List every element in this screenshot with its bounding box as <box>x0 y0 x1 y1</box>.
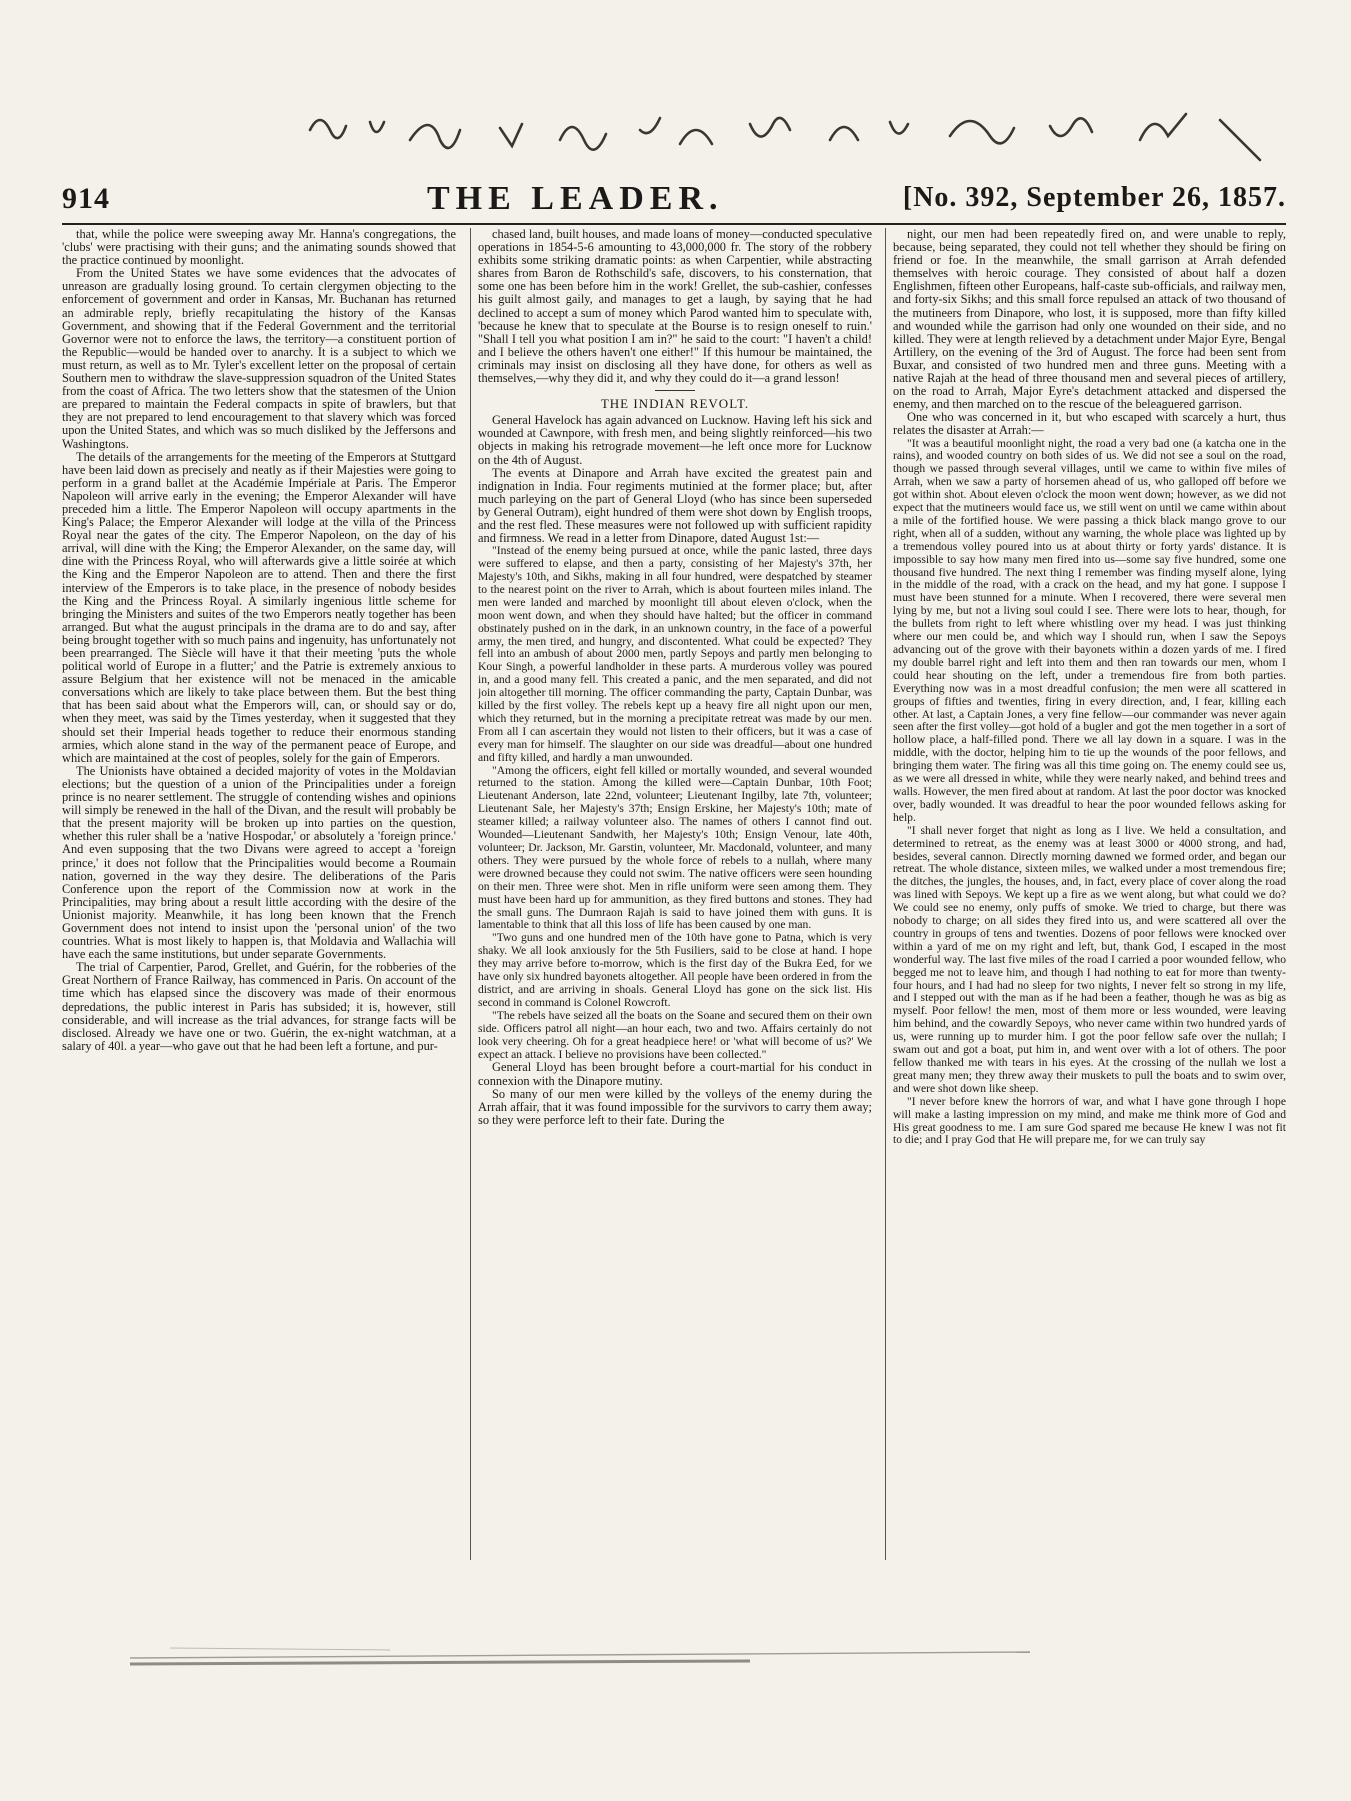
paragraph: One who was concerned in it, but who escaped with scarcely a hurt, thus relates the disaster at Arrah:— <box>893 410 1286 438</box>
column-2 <box>478 228 872 1563</box>
handwritten-annotation <box>290 100 1310 170</box>
section-heading: THE INDIAN REVOLT. <box>600 396 750 412</box>
paragraph: chased land, built houses, and made loans of money—conducted speculative operations in 1854-5-6 amounting to 43,000,000 fr. The story of the robbery exhibits some striking dramatic points: as when Carpentier, while abstracting shares from Baron de Rothschild's safe, discovers, to his consternation, that some one has been before him in the work! Grellet, the sub-cashier, confesses his guilt almost gaily, and manages to get a laugh, by saying that he had declined to accept a sum of money which Parod wanted him to speculate with, 'because he knew that to speculate at the Bourse is to resign oneself to ruin.' "Shall I tell you what position I am in?" he said to the court: "I haven't a child! and I believe the others haven't one either!" If this humour be maintained, the criminals may insist on disclosing all they have done, for others as well as themselves,—why they did it, and why they could do it—a grand lesson! <box>478 228 872 386</box>
paragraph: The Unionists have obtained a decided majority of votes in the Moldavian elections; but the question of a union of the Principalities under a foreign prince is no nearer settlement. The struggle of contending wishes and opinions will simply be renewed in the hall of the Divan, and the result will probably be that the present majority will be broken up into parties on the question, whether this ruler shall be a 'native Hospodar,' or absolutely a 'foreign prince.' And even supposing that the two Divans were agreed to accept a 'foreign prince,' it does not follow that the Principalities would become a Roumain nation, governed in the way they desire. The deliberations of the Paris Conference upon the report of the Commission now at work in the Principalities, may bring about a result little according with the desire of the Unionist majority. Meanwhile, it has long been known that the French Government does not intend to insist upon the 'personal union' of the two countries. What is most likely to happen is, that Moldavia and Wallachia will have each the same institutions, but under separate Governments. <box>62 763 456 962</box>
paper-title: THE LEADER. <box>427 180 724 217</box>
quoted-letter: "Instead of the enemy being pursued at once, while the panic lasted, three days were suffered to elapse, and then a party, consisting of her Majesty's 37th, her Majesty's 10th, and Sikhs, making in all four hundred, were despatched by steamer to the nearest point on the river to Arrah, which is about fourteen miles inland. The men were landed and marched by moonlight till about eleven o'clock, when the moon went down, and when they should have halted; but the officer in command obstinately pushed on in the dark, in an unknown country, in the face of a powerful army, the men tired, and hungry, and discontented. What could be expected? They fell into an ambush of about 2000 men, partly Sepoys and partly men belonging to Kour Singh, a powerful landholder in these parts. A murderous volley was poured in, and a good many fell. This created a panic, and the men separated, and did not join altogether till morning. The officer commanding the party, Captain Dunbar, was killed by the first volley. The rebels kept up a heavy fire all night upon our men, which they returned, but in the morning a precipitate retreat was made by our men. From all I can ascertain they would not listen to their officers, but it was a case of every man for himself. The slaughter on our side was dreadful—about one hundred and fifty killed, and hardly a man unwounded. <box>478 544 872 764</box>
paragraph: The trial of Carpentier, Parod, Grellet, and Guérin, for the robberies of the Great Northern of France Railway, has commenced in Paris. On account of the time which has elapsed since the discovery was made of their enormous depredations, the public interest in Paris has subsided; it is, however, still considerable, and will increase as the trial advances, for strange facts will be disclosed. Already we have one or two. Guérin, the ex-night watchman, at a salary of 40l. a year—who gave out that he had been left a fortune, and pur- <box>62 960 456 1053</box>
quoted-letter: "I never before knew the horrors of war, and what I have gone through I hope will make a lasting impression on my mind, and make me think more of God and His great goodness to me. I am sure God spared me because He knew I was not fit to die; and I pray God that He will prepare me, for we can truly say <box>893 1094 1286 1147</box>
section-divider <box>655 390 695 391</box>
masthead <box>62 178 1286 220</box>
scan-smudge <box>130 1628 1030 1668</box>
paragraph: General Lloyd has been brought before a court-martial for his conduct in connexion with the Dinapore mutiny. <box>478 1060 872 1088</box>
masthead-rule <box>62 223 1286 225</box>
column-3 <box>893 228 1286 1563</box>
column-divider <box>470 228 471 1560</box>
paragraph: night, our men had been repeatedly fired on, and were unable to reply, because, being separated, they could not tell whether they should be firing on friend or foe. In the meanwhile, the small garrison at Arrah defended themselves with heroic courage. They consisted of about half a dozen Englishmen, fifteen other Europeans, half-caste sub-officials, and railway men, and forty-six Sikhs; and this small force repulsed an attack of two thousand of the mutineers from Dinapore, who lost, it is supposed, more than fifty killed and wounded while the garrison had only one wounded on their side, and no killed. They were at length relieved by a detachment under Major Eyre, Bengal Artillery, on the evening of the 3rd of August. The force had been sent from Buxar, and consisted of two hundred men and three guns. Meeting with a native Rajah at the head of three thousand men and several pieces of artillery, on the road to Arrah, Major Eyre's detachment attacked and dispersed the enemy, and then marched on to the rescue of the beleaguered garrison. <box>893 228 1286 412</box>
quoted-letter: "The rebels have seized all the boats on the Soane and secured them on their own side. Officers patrol all night—an hour each, two and two. Affairs certainly do not look very cheering. Oh for a great headpiece here! or 'what will become of us?' We expect an attack. I believe no provisions have been collected." <box>478 1008 872 1061</box>
quoted-letter: "It was a beautiful moonlight night, the road a very bad one (a katcha one in the rains), and wooded country on both sides of us. We did not see a soul on the road, though we passed through several villages, until we came to within five miles of Arrah, when we saw a party of horsemen ahead of us, who galloped off before we got within shot. About eleven o'clock the moon went down; however, as we did not expect that the mutineers would face us, we still went on until we came within about a mile of the fortified house. We were passing a thick black mango grove to our right, when all of a sudden, without any warning, the whole place was lighted up by a tremendous volley poured into us at about thirty or forty yards' distance. It is impossible to say how many men fired into us—some say five hundred, some one thousand five hundred. The next thing I remember was finding myself alone, lying in the middle of the road, with a crack on the head, and my hat gone. I suppose I must have been stunned for a minute. When I recovered, there were several men lying by me, but not a living soul could I see. There were lots to hear, though, for the bullets from right to left where whistling over my head. I was just thinking where our men could be, and which way I should run, when I saw the Sepoys advancing out of the grove with their bayonets within a dozen yards of me. I fired my double barrel right and left into them and then ran towards our men, whom I could hear shouting on the left, under a tremendous fire from both parties. Everything now was in a most dreadful confusion; the men were all scattered in groups of fifties and twenties, firing in every direction, and, I fear, killing each other. At last, a Captain Jones, a very fine fellow—our commander was never again seen after the first volley—got hold of a bugler and got the men together in a sort of hollow place, a half-filled pond. There we all lay down in a square. I was in the middle, with the doctor, helping him to tie up the wounds of the poor fellows, and bringing them water. The firing was all this time going on. The enemy could see us, as we were all dressed in white, while they were nearly naked, and behind trees and walls. However, the men fired about at random. At last the poor doctor was knocked over, badly wounded. It was dreadful to hear the poor wounded fellows asking for help. <box>893 436 1286 824</box>
paragraph: The events at Dinapore and Arrah have excited the greatest pain and indignation in India. Four regiments mutinied at the former place; but, after much parleying on the part of General Lloyd (who has since been superseded by General Outram), eight hundred of them were shot down by English troops, and the rest fled. These measures were not followed up with sufficient rapidity and firmness. We read in a letter from Dinapore, dated August 1st:— <box>478 465 872 546</box>
paragraph: From the United States we have some evidences that the advocates of unreason are gradually losing ground. To certain clergymen objecting to the enforcement of government and order in Kansas, Mr. Buchanan has returned an admirable reply, briefly recapitulating the history of the Kansas Government, and showing that if the Federal Government and the territorial Governor were not to enforce the laws, the territory—a constituent portion of the Republic—would be handed over to anarchy. It is a subject to which we must return, as well as to Mr. Tyler's excellent letter on the proposal of certain Southern men to withdraw the slave-suppression squadron of the United States from the coast of Africa. The two letters show that the statesmen of the Union are prepared to maintain the Federal compacts in spite of brawlers, but that they are not prepared to lend encouragement to that slavery which was forced upon the United States, and which was so much disliked by the Jeffersons and Washingtons. <box>62 266 456 451</box>
issue-info: [No. 392, September 26, 1857. <box>902 182 1286 213</box>
column-1 <box>62 228 456 1563</box>
paragraph: So many of our men were killed by the volleys of the enemy during the Arrah affair, that it was found impossible for the survivors to carry them away; so they were perforce left to their fate. During the <box>478 1086 872 1127</box>
page-number: 914 <box>62 182 110 215</box>
paragraph: General Havelock has again advanced on Lucknow. Having left his sick and wounded at Cawnpore, with fresh men, and being slightly reinforced—his two objects in making his retrograde movement—he left once more for Lucknow on the 4th of August. <box>478 413 872 467</box>
quoted-letter: "Two guns and one hundred men of the 10th have gone to Patna, which is very shaky. We all look anxiously for the 5th Fusiliers, said to be close at hand. I hope they may arrive before to-morrow, which is the first day of the Bukra Eed, for we have only six hundred bayonets altogether. All people have been ordered in from the district, and are arriving in shoals. General Lloyd has gone on the sick list. His second in command is Colonel Rowcroft. <box>478 931 872 1009</box>
paragraph: The details of the arrangements for the meeting of the Emperors at Stuttgard have been laid down as precisely and neatly as if their Majesties were going to perform in a grand ballet at the Académie Impériale at Paris. The Emperor Napoleon will arrive early in the evening; the Emperor Alexander will have preceded him a little. The Emperor Napoleon will occupy apartments in the King's Palace; the Emperor Alexander will lodge at the villa of the Princess Royal near the gates of the city. The Emperor Napoleon, on the day of his arrival, will dine with the King; the Emperor Alexander, on the same day, will dine with the Princess Royal, who will afterwards give a little soirée at which the King and the Emperor Napoleon are to attend. Then and there the first interview of the Emperors is to take place, in the presence of nobody besides the King and the Princess Royal. A similarly ingenious little scheme for bringing the Ministers and suites of the two Emperors neatly together has been arranged. But what the august principals in the drama are to do and say, after being brought together with so much pains and ingenuity, has unfortunately not been prearranged. The Siècle will have it that their meeting 'puts the whole political world of Europe in a flutter;' and the Patrie is extremely anxious to assure Belgium that her existence will not be menaced in the amicable conversations which are likely to take place between them. But the best thing that has been said about what the Emperors will, can, or should say or do, when they meet, was said by the Times yesterday, when it suggested that they should set their Imperial heads together to reduce their enormous standing armies, which alone stand in the way of the permanent peace of Europe, and which are maintained at the cost of peoples, solely for the gain of Emperors. <box>62 449 456 765</box>
quoted-letter: "I shall never forget that night as long as I live. We held a consultation, and determined to retreat, as the enemy was at least 3000 or 4000 strong, and had, besides, several cannon. Directly morning dawned we formed order, and began our retreat. The whole distance, sixteen miles, we walked under a most tremendous fire; the ditches, the jungles, the houses, and, in fact, every place of cover along the road was lined with Sepoys. We kept up a fire as we went along, but what could we do? We could see no enemy, only puffs of smoke. We tried to charge, but there was nobody to charge; on all sides they fired into us, and were scattered all over the country in groups of tens and twenties. Dozens of poor fellows were knocked over within a yard of me on my right and left, but, thank God, I escaped in the most wonderful way. The last five miles of the road I carried a poor wounded fellow, who begged me not to leave him, and though I had nothing to eat for more than twenty-four hours, and I had had no sleep for two nights, I never felt so strong in my life, and I stepped out with the man as if he had been a feather, though he was as big as myself. Poor fellow! the men, most of them more or less wounded, were leaving him behind, and the cowardly Sepoys, who never came within two hundred yards of us, were running up to murder him. I got the poor fellow safe over the nullah; I swam out and got a boat, put him in, and went over with a lot of others. The poor fellow thanked me with tears in his eyes. At the crossing of the nullah we lost a great many men; they threw away their muskets to pull the boats and to swim over, and were shot down like sheep. <box>893 823 1286 1095</box>
column-divider <box>885 228 886 1560</box>
quoted-letter: "Among the officers, eight fell killed or mortally wounded, and several wounded returned to the station. Among the killed were—Captain Dunbar, 10th Foot; Lieutenant Anderson, late 22nd, volunteer; Lieutenant Ingilby, late 7th, volunteer; Lieutenant Sale, her Majesty's 37th; Ensign Erskine, her Majesty's 10th; mate of steamer killed; a railway volunteer also. The names of others I cannot find out. Wounded—Lieutenant Sandwith, her Majesty's 10th; Ensign Venour, late 40th, volunteer; Dr. Jackson, Mr. Garstin, volunteer, Mr. Macdonald, volunteer, and many others. They were pursued by the whole force of rebels to a nullah, where many were drowned because they could not swim. The native officers were seen hounding on their men. Three were shot. Men in rifle uniform were seen among them. They must have been hard up for ammunition, as they fired buttons and stones. They had the small guns. The Dumraon Rajah is said to have joined them with guns. It is lamentable to think that all this loss of life has been caused by one man. <box>478 763 872 932</box>
paragraph: that, while the police were sweeping away Mr. Hanna's congregations, the 'clubs' were practising with their guns; and the animating sounds showed that the practice continued by moonlight. <box>62 228 456 268</box>
